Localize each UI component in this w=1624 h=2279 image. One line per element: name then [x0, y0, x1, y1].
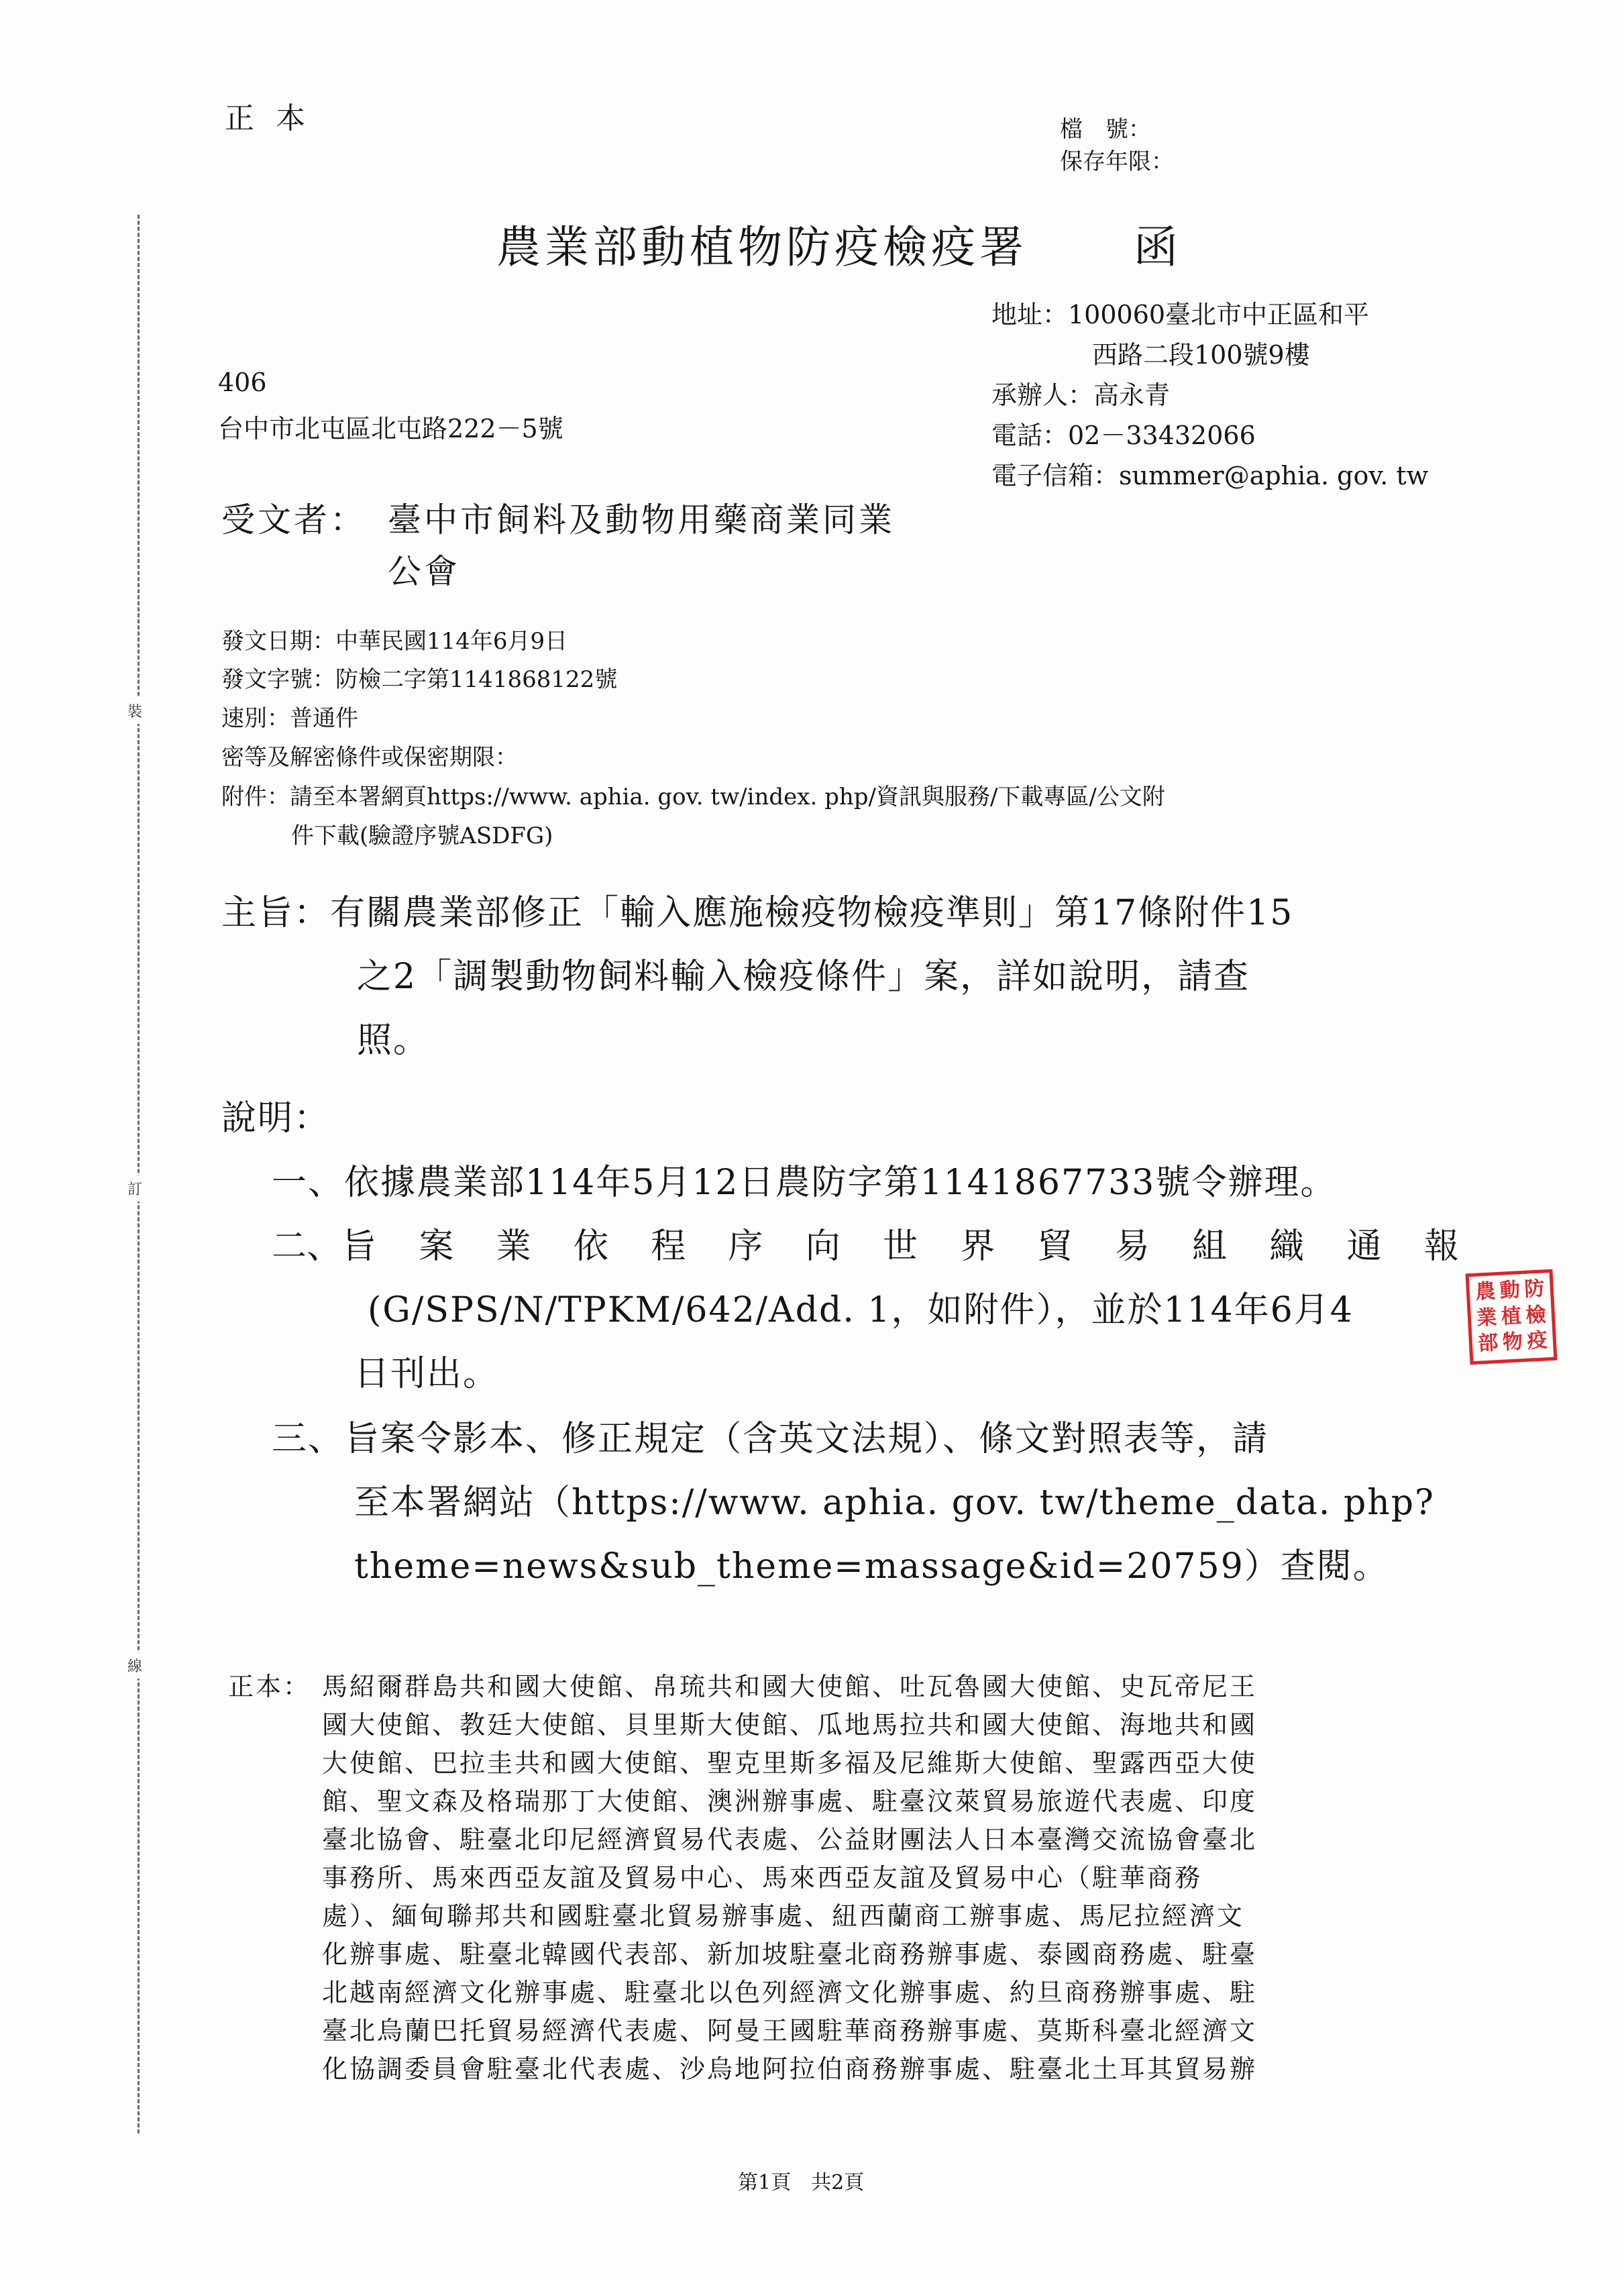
- sender-address-line1: 地址：100060臺北市中正區和平: [991, 300, 1370, 329]
- recipient-street-address: 台中市北屯區北屯路222－5號: [218, 414, 563, 443]
- recipient-name-line1: 臺中市飼料及動物用藥商業同業: [388, 500, 895, 539]
- secrecy-level: 密等及解密條件或保密期限：: [221, 744, 518, 771]
- retention-period-label: 保存年限：: [1060, 148, 1174, 175]
- official-seal-stamp: 農 動 防 業 植 檢 部 物 疫: [1466, 1269, 1558, 1365]
- item2-char: 世: [882, 1226, 918, 1267]
- binding-mark-zhuang: 裝: [127, 698, 142, 724]
- phone-number: 電話：02－33432066: [991, 421, 1256, 450]
- distribution-label: 正本：: [228, 1672, 311, 1701]
- binding-dashed-line: [138, 215, 140, 2133]
- item2-char: 界: [960, 1226, 995, 1267]
- attachment-line1: 附件：請至本署網頁https://www. aphia. gov. tw/index. php/資訊與服務/下載專區/公文附: [221, 784, 1165, 810]
- subject-line1: 主旨：有關農業部修正「輸入應施檢疫物檢疫準則」第17條附件15: [221, 893, 1294, 933]
- binding-mark-xian: 線: [127, 1652, 142, 1679]
- copy-type-label: 正本: [225, 101, 327, 136]
- distribution-line: 臺北烏蘭巴托貿易經濟代表處、阿曼王國駐華商務辦事處、莫斯科臺北經濟文: [322, 2016, 1258, 2046]
- explanation-item-2-line3: 日刊出。: [354, 1354, 500, 1394]
- item2-char: 向: [805, 1226, 841, 1267]
- handler-name: 承辦人：高永青: [991, 380, 1171, 410]
- explanation-item-3-line1: 三、旨案令影本、修正規定（含英文法規）、條文對照表等，請: [272, 1419, 1269, 1459]
- item2-char: 易: [1114, 1226, 1150, 1267]
- attachment-line2: 件下載(驗證序號ASDFG): [291, 823, 553, 849]
- item2-char: 報: [1423, 1226, 1459, 1267]
- distribution-line: 臺北協會、駐臺北印尼經濟貿易代表處、公益財團法人日本臺灣交流協會臺北: [322, 1825, 1258, 1854]
- item2-char: 組: [1192, 1226, 1228, 1267]
- document-type: 函: [1134, 221, 1182, 273]
- item2-char: 依: [573, 1226, 608, 1267]
- distribution-line: 化辦事處、駐臺北韓國代表部、新加坡駐臺北商務辦事處、泰國商務處、駐臺: [322, 1940, 1258, 1969]
- distribution-line: 大使館、巴拉圭共和國大使館、聖克里斯多福及尼維斯大使館、聖露西亞大使: [322, 1748, 1258, 1778]
- explanation-item-1: 一、依據農業部114年5月12日農防字第1141867733號令辦理。: [272, 1163, 1337, 1203]
- item2-char: 二、旨: [272, 1226, 377, 1267]
- item2-char: 案: [419, 1226, 454, 1267]
- item2-char: 通: [1346, 1226, 1382, 1267]
- distribution-line: 馬紹爾群島共和國大使館、帛琉共和國大使館、吐瓦魯國大使館、史瓦帝尼王: [322, 1672, 1258, 1701]
- issuing-agency-title: 農業部動植物防疫檢疫署: [496, 221, 1028, 273]
- subject-line2: 之2「調製動物飼料輸入檢疫條件」案，詳如說明，請查: [357, 957, 1250, 997]
- recipient-postal-code: 406: [218, 368, 267, 397]
- explanation-label: 說明：: [221, 1098, 331, 1138]
- distribution-line: 館、聖文森及格瑞那丁大使館、澳洲辦事處、駐臺汶萊貿易旅遊代表處、印度: [322, 1787, 1258, 1816]
- item2-char: 業: [496, 1226, 531, 1267]
- delivery-speed: 速別：普通件: [221, 705, 358, 732]
- distribution-line: 處）、緬甸聯邦共和國駐臺北貿易辦事處、紐西蘭商工辦事處、馬尼拉經濟文: [322, 1901, 1245, 1931]
- document-number: 發文字號：防檢二字第1141868122號: [221, 666, 618, 693]
- item2-char: 織: [1269, 1226, 1305, 1267]
- sender-address-line2: 西路二段100號9樓: [1092, 340, 1310, 370]
- distribution-line: 化協調委員會駐臺北代表處、沙烏地阿拉伯商務辦事處、駐臺北土耳其貿易辦: [322, 2054, 1258, 2084]
- item2-char: 貿: [1037, 1226, 1073, 1267]
- issue-date: 發文日期：中華民國114年6月9日: [221, 628, 568, 655]
- item2-char: 程: [651, 1226, 686, 1267]
- distribution-line: 事務所、馬來西亞友誼及貿易中心、馬來西亞友誼及貿易中心（駐華商務: [322, 1863, 1203, 1893]
- explanation-item-3-line2: 至本署網站（https://www. aphia. gov. tw/theme_data. php?: [354, 1483, 1435, 1523]
- file-number-label: 檔 號：: [1060, 116, 1151, 143]
- explanation-item-3-line3: theme=news&sub_theme=massage&id=20759）查閱。: [354, 1546, 1389, 1587]
- subject-line3: 照。: [357, 1020, 430, 1061]
- recipient-label: 受文者：: [221, 500, 366, 539]
- page-number: 第1頁 共2頁: [738, 2171, 865, 2194]
- recipient-name-line2: 公會: [388, 552, 460, 591]
- email-address: 電子信箱：summer@aphia. gov. tw: [991, 461, 1429, 490]
- binding-mark-ding: 訂: [127, 1175, 142, 1202]
- explanation-item-2-line1: [272, 1218, 1459, 1268]
- explanation-item-2-line2: (G/SPS/N/TPKM/642/Add. 1，如附件），並於114年6月4: [368, 1290, 1354, 1330]
- item2-char: 序: [728, 1226, 763, 1267]
- distribution-line: 北越南經濟文化辦事處、駐臺北以色列經濟文化辦事處、約旦商務辦事處、駐: [322, 1978, 1258, 2007]
- distribution-line: 國大使館、教廷大使館、貝里斯大使館、瓜地馬拉共和國大使館、海地共和國: [322, 1710, 1258, 1740]
